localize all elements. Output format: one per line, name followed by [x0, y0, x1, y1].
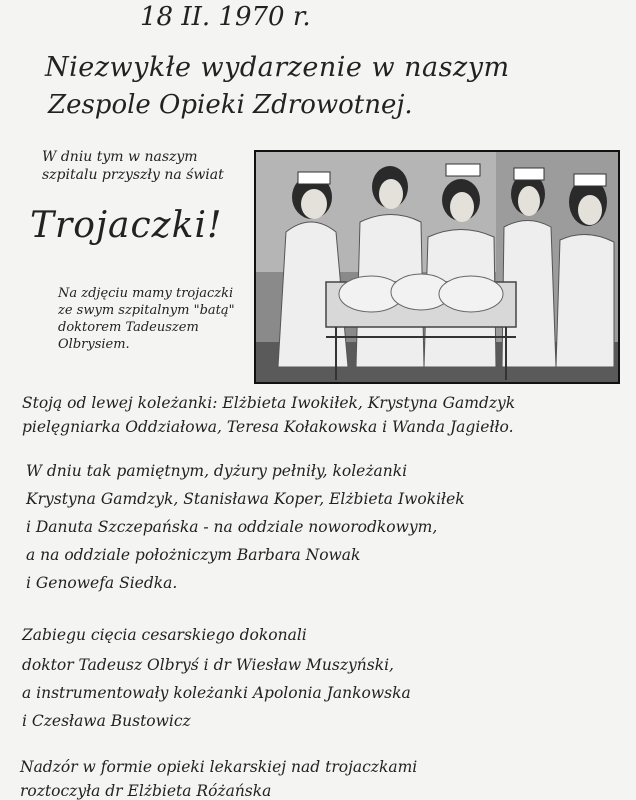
body-line-9: doktor Tadeusz Olbryś i dr Wiesław Muszyński, [22, 656, 394, 674]
body-line-13: roztoczyła dr Elżbieta Różańska [20, 782, 272, 800]
date-heading: 18 II. 1970 r. [140, 2, 311, 32]
title-line-1: Niezwykłe wydarzenie w naszym [45, 52, 510, 83]
body-line-3: W dniu tak pamiętnym, dyżury pełniły, koleżanki [26, 462, 408, 480]
body-line-7: i Genowefa Siedka. [26, 574, 178, 592]
body-line-8: Zabiegu cięcia cesarskiego dokonali [22, 626, 307, 644]
body-line-5: i Danuta Szczepańska - na oddziale noworodkowym, [26, 518, 438, 536]
title-line-2: Zespole Opieki Zdrowotnej. [48, 90, 413, 120]
body-line-10: a instrumentowały koleżanki Apolonia Jankowska [22, 684, 411, 702]
headline-trojaczki: Trojaczki! [30, 205, 223, 246]
body-line-2: pielęgniarka Oddziałowa, Teresa Kołakowska i Wanda Jagiełło. [22, 418, 514, 436]
group-photo [254, 150, 620, 384]
body-line-1: Stoją od lewej koleżanki: Elżbieta Iwokiłek, Krystyna Gamdzyk [22, 394, 516, 412]
body-line-12: Nadzór w formie opieki lekarskiej nad trojaczkami [20, 758, 418, 776]
body-line-6: a na oddziale położniczym Barbara Nowak [26, 546, 361, 564]
photo-caption: Na zdjęciu mamy trojaczki ze swym szpitalnym "batą" doktorem Tadeuszem Olbrysiem. [58, 286, 235, 352]
body-line-4: Krystyna Gamdzyk, Stanisława Koper, Elżbieta Iwokiłek [26, 490, 465, 508]
intro-text: W dniu tym w naszym szpitalu przyszły na świat [42, 149, 224, 183]
body-line-11: i Czesława Bustowicz [22, 712, 191, 730]
